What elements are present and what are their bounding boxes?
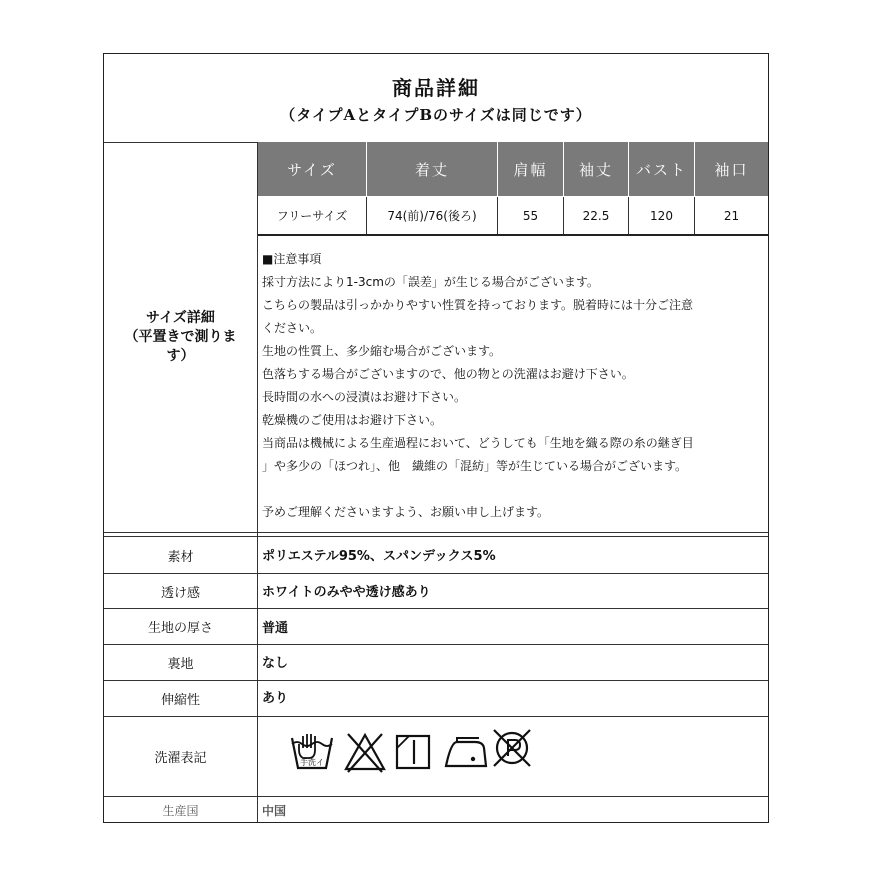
notes-line: 」や多少の「ほつれ」、他 繊維の「混紡」等が生じている場合がございます。 <box>262 459 688 473</box>
shoulder-value: 55 <box>498 197 564 234</box>
line-dry-shade-icon <box>394 730 434 774</box>
no-dry-clean-icon <box>490 726 534 770</box>
length-col-header: 着丈 <box>367 142 498 196</box>
notes-line: ■注意事項 <box>262 252 322 266</box>
notes-block <box>262 248 770 524</box>
spec-value-lining: なし <box>262 656 289 671</box>
bust-col-header: バスト <box>629 142 695 196</box>
hand-wash-icon <box>289 730 335 774</box>
notes-line: 採寸方法により1-3cmの「誤差」が生じる場合がございます。 <box>262 275 599 289</box>
divider <box>104 532 768 533</box>
size-col-header: サイズ <box>258 142 367 196</box>
spec-value-stretch: あり <box>262 691 289 706</box>
iron-low-icon <box>441 730 491 774</box>
bust-value: 120 <box>629 197 695 234</box>
divider <box>258 234 768 236</box>
notes-line: 予めご理解くださいますよう、お願い申し上げます。 <box>262 505 550 519</box>
notes-line: こちらの製品は引っかかりやすい性質を持っております。脱着時には十分ご注意 <box>262 298 694 312</box>
sleeve-value: 22.5 <box>564 197 629 234</box>
spec-value-material: ポリエステル95%、スパンデックス5% <box>262 549 496 564</box>
page-title: 商品詳細 <box>392 76 480 100</box>
care-label: 洗濯表記 <box>154 751 207 766</box>
spec-label-material: 素材 <box>167 549 194 565</box>
size-detail-label-line1: サイズ詳細 <box>146 310 215 326</box>
spec-label-stretch: 伸縮性 <box>160 693 200 708</box>
cuff-col-header: 袖口 <box>695 142 768 196</box>
length-value: 74(前)/76(後ろ) <box>367 197 498 234</box>
hand-wash-text: 手洗イ <box>300 758 324 767</box>
shoulder-col-header: 肩幅 <box>498 142 564 196</box>
notes-line <box>262 478 770 501</box>
sleeve-col-header: 袖丈 <box>564 142 629 196</box>
notes-line: 乾燥機のご使用はお避け下さい。 <box>262 413 443 427</box>
notes-line: ください。 <box>262 321 323 335</box>
spec-value-thickness: 普通 <box>262 621 289 636</box>
origin-label: 生産国 <box>162 803 199 818</box>
product-detail-table <box>103 53 769 823</box>
origin-value: 中国 <box>262 804 287 818</box>
notes-line: 生地の性質上、多少縮む場合がございます。 <box>262 344 502 358</box>
cuff-value: 21 <box>723 208 740 223</box>
size-detail-label <box>104 309 257 366</box>
size-detail-label-line2: （平置きで測りま <box>124 329 237 345</box>
spec-label-lining: 裏地 <box>167 657 194 672</box>
divider <box>257 142 258 822</box>
spec-value-sheerness: ホワイトのみやや透け感あり <box>262 585 431 600</box>
spec-label-thickness: 生地の厚さ <box>147 621 213 636</box>
page-subtitle: （タイプAとタイプBのサイズは同じです） <box>280 106 592 124</box>
notes-line: 長時間の水への浸漬はお避け下さい。 <box>262 390 467 404</box>
size-detail-label-line3: す） <box>166 348 195 364</box>
no-bleach-icon <box>342 730 388 774</box>
spec-label-sheerness: 透け感 <box>160 585 200 601</box>
size-value: フリーサイズ <box>258 197 367 234</box>
notes-line: 当商品は機械による生産過程において、どうしても「生地を織る際の糸の継ぎ目 <box>262 436 694 450</box>
notes-line: 色落ちする場合がございますので、他の物との洗濯はお避け下さい。 <box>262 367 634 381</box>
